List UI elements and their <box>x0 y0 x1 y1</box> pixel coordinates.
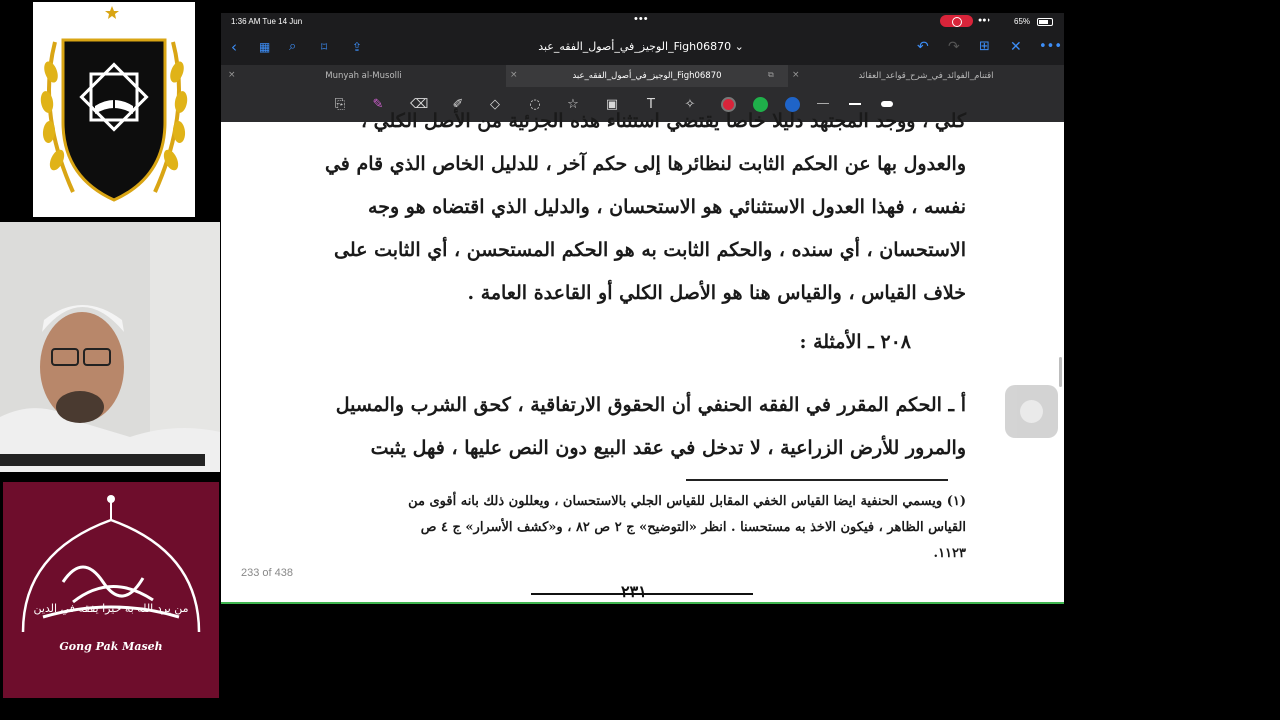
bookmark-icon[interactable]: ⌑ <box>321 40 328 54</box>
share-icon[interactable]: ⇪ <box>352 40 363 54</box>
page-indicator: 233 of 438 <box>241 567 293 579</box>
status-time: 1:36 AM Tue 14 Jun <box>231 17 303 26</box>
laser-icon[interactable]: ✧ <box>684 97 696 112</box>
split-view-icon[interactable]: ⧉ <box>768 70 774 79</box>
text-line: الاستحسان ، أي سنده ، والحكم الثابت به هو الحكم المستحسن ، أي الثابت على <box>334 239 966 261</box>
add-page-icon[interactable]: ⊞ <box>979 39 990 54</box>
shapes-icon[interactable]: ◇ <box>490 97 500 112</box>
tab-iqtinam[interactable] <box>788 65 1064 87</box>
footnote-line: ١١٢٣. <box>933 546 966 561</box>
tab-munyah[interactable] <box>221 65 506 87</box>
tab-bar <box>221 65 1064 87</box>
chevron-left-icon[interactable]: ‹ <box>231 38 237 56</box>
pdf-page[interactable] <box>221 110 1064 603</box>
tab-label: Munyah al-Musolli <box>325 71 402 81</box>
footnote <box>296 489 966 567</box>
close-tab-icon[interactable]: × <box>228 70 236 80</box>
more-icon[interactable]: ••• <box>1039 39 1063 54</box>
crescent-shield-book-emblem-icon <box>33 2 195 217</box>
tab-label: اقتنام_الفوائد_في_شرح_قواعد_العقائد <box>858 71 994 81</box>
nav-bar <box>221 30 1064 65</box>
close-icon[interactable]: ✕ <box>1010 39 1022 55</box>
logo-panel <box>33 2 195 217</box>
wifi-icon: ●●◗ <box>978 17 991 24</box>
text-line: نفسه ، فهذا العدول الاستثنائي هو الاستحسان ، والدليل الذي اقتضاه هو وجه <box>368 196 966 218</box>
examples-text <box>296 384 966 470</box>
brand-motto: من يرد الله به خيرا يفقه في الدين <box>33 602 189 615</box>
ipad-window <box>221 13 1064 603</box>
document-title[interactable]: الوجيز_في_أصول_الفقه_عبد_Figh06870 ⌄ <box>538 40 744 53</box>
presenter-webcam-icon <box>0 222 220 472</box>
text-line: خلاف القياس ، والقياس هنا هو الأصل الكلي أو القاعدة العامة . <box>467 282 966 304</box>
star-icon[interactable]: ☆ <box>567 97 579 112</box>
text-line: والعدول بها عن الحكم الثابت لنظائرها إلى حكم آخر ، للدليل الخاص الذي قام في <box>324 153 966 175</box>
battery-icon <box>1037 18 1053 26</box>
image-icon[interactable]: ▣ <box>605 97 619 112</box>
lasso-icon[interactable]: ◌ <box>529 97 541 112</box>
section-heading: ٢٠٨ ـ الأمثلة : <box>799 331 911 353</box>
footnote-divider <box>686 479 948 481</box>
window-edge-line <box>221 602 1064 604</box>
page-number: ٢٣١ <box>621 582 647 601</box>
undo-icon[interactable]: ↶ <box>917 39 929 55</box>
text-line: أ ـ الحكم المقرر في الفقه الحنفي أن الحقوق الارتفاقية ، كحق الشرب والمسيل <box>335 394 966 416</box>
scrollbar[interactable] <box>1059 357 1062 387</box>
eraser-icon[interactable]: ⌫ <box>410 97 429 112</box>
redo-icon[interactable]: ↷ <box>948 39 960 55</box>
close-tab-icon[interactable]: × <box>510 70 518 80</box>
highlighter-icon[interactable]: ✐ <box>452 97 464 112</box>
battery-percent: 65% <box>1014 17 1031 26</box>
search-icon[interactable]: ⌕ <box>289 39 297 54</box>
text-icon[interactable]: T <box>647 97 655 112</box>
screen-record-icon[interactable] <box>940 15 973 27</box>
text-line: والمرور للأرض الزراعية ، لا تدخل في عقد البيع دون النص عليها ، فهل يثبت <box>370 437 966 459</box>
close-tab-icon[interactable]: × <box>792 70 800 80</box>
lasso-doc-icon[interactable]: ⎘ <box>334 97 346 112</box>
assistive-touch-button[interactable] <box>1005 385 1058 438</box>
tab-wajiz[interactable] <box>506 65 788 87</box>
dome-ornament-icon <box>3 482 219 698</box>
brand-panel <box>3 482 219 698</box>
footnote-line: (١) ويسمي الحنفية ايضا القياس الخفي المقابل للقياس الجلي بالاستحسان ، ويعللون ذلك بانه أقوى من <box>408 494 966 509</box>
footnote-line: القياس الظاهر ، فيكون الاخذ به مستحسنا . انظر «التوضيح» ج ٢ ص ٨٢ ، و«كشف الأسرار» ج ٤ ص <box>420 520 966 535</box>
grid-icon[interactable]: ▦ <box>259 40 271 54</box>
brand-name: Gong Pak Maseh <box>59 640 163 653</box>
webcam-feed <box>0 222 220 472</box>
body-text <box>296 110 966 315</box>
status-bar <box>221 13 1064 30</box>
tab-label: الوجيز_في_أصول_الفقه_عبد_Figh06870 <box>572 71 722 81</box>
multitask-dots[interactable]: ••• <box>634 13 649 25</box>
pen-icon[interactable]: ✎ <box>372 97 384 112</box>
text-line: كلي ، ووجد المجتهد دليلا خاصا يقتضي استثناء هذه الجزئية من الأصل الكلي ، <box>360 110 966 132</box>
